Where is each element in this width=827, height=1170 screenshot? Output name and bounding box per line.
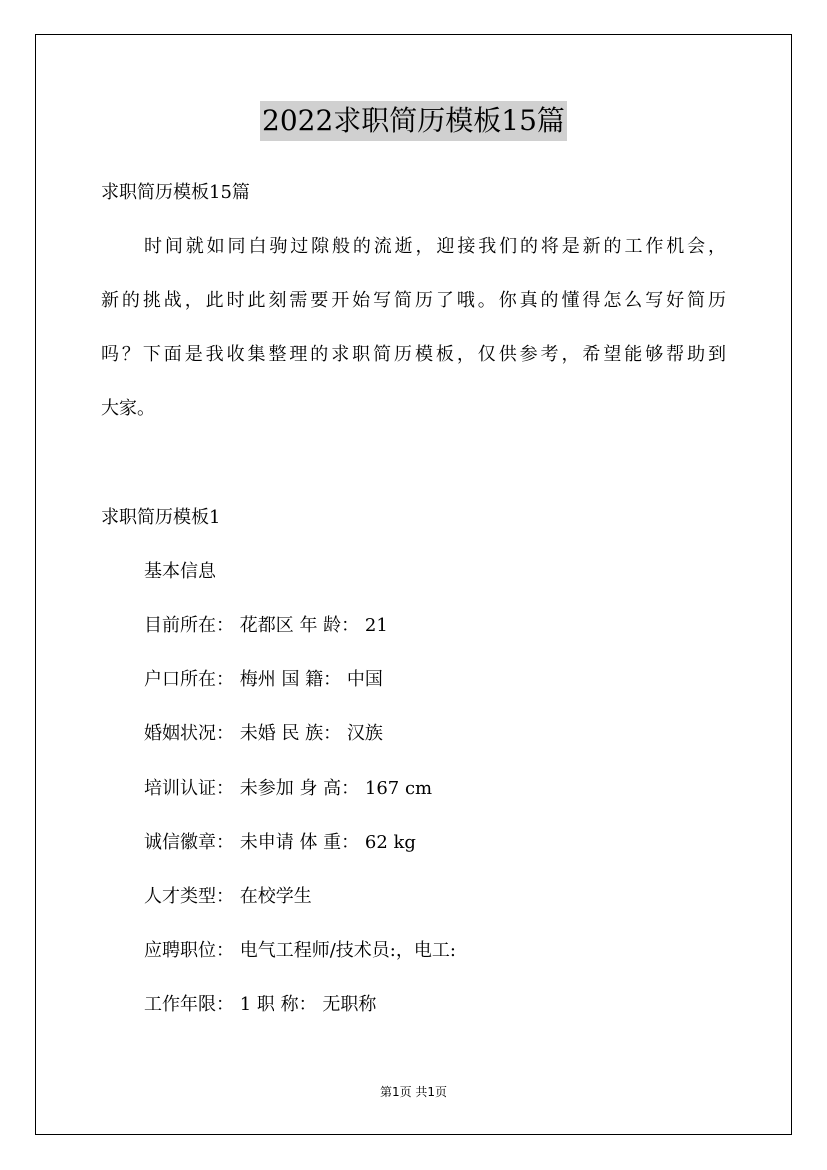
basic-info-heading: 基本信息 xyxy=(144,561,216,582)
field-certification: 培训认证： 未参加 身 高： 167 cm xyxy=(144,778,433,799)
intro-line-1: 时间就如同白驹过隙般的流逝，迎接我们的将是新的工作机会， xyxy=(144,236,726,257)
section-heading: 求职简历模板1 xyxy=(101,507,221,528)
field-talent-type: 人才类型： 在校学生 xyxy=(144,886,312,907)
intro-line-3: 吗？下面是我收集整理的求职简历模板，仅供参考，希望能够帮助到 xyxy=(101,344,726,365)
document-subtitle: 求职简历模板15篇 xyxy=(101,182,250,203)
field-marital-status: 婚姻状况： 未婚 民 族： 汉族 xyxy=(144,723,383,744)
intro-line-4: 大家。 xyxy=(101,398,155,419)
field-current-location: 目前所在： 花都区 年 龄： 21 xyxy=(144,615,388,636)
page-footer: 第1页 共1页 xyxy=(379,1085,448,1099)
title-container xyxy=(0,101,827,141)
field-position: 应聘职位： 电气工程师/技术员:，电工: xyxy=(144,940,456,961)
document-title: 2022求职简历模板15篇 xyxy=(260,101,567,141)
field-hukou: 户口所在： 梅州 国 籍： 中国 xyxy=(144,669,383,690)
field-work-years: 工作年限： 1 职 称： 无职称 xyxy=(144,994,377,1015)
field-integrity-badge: 诚信徽章： 未申请 体 重： 62 kg xyxy=(144,832,416,853)
intro-line-2: 新的挑战，此时此刻需要开始写简历了哦。你真的懂得怎么写好简历 xyxy=(101,290,726,311)
